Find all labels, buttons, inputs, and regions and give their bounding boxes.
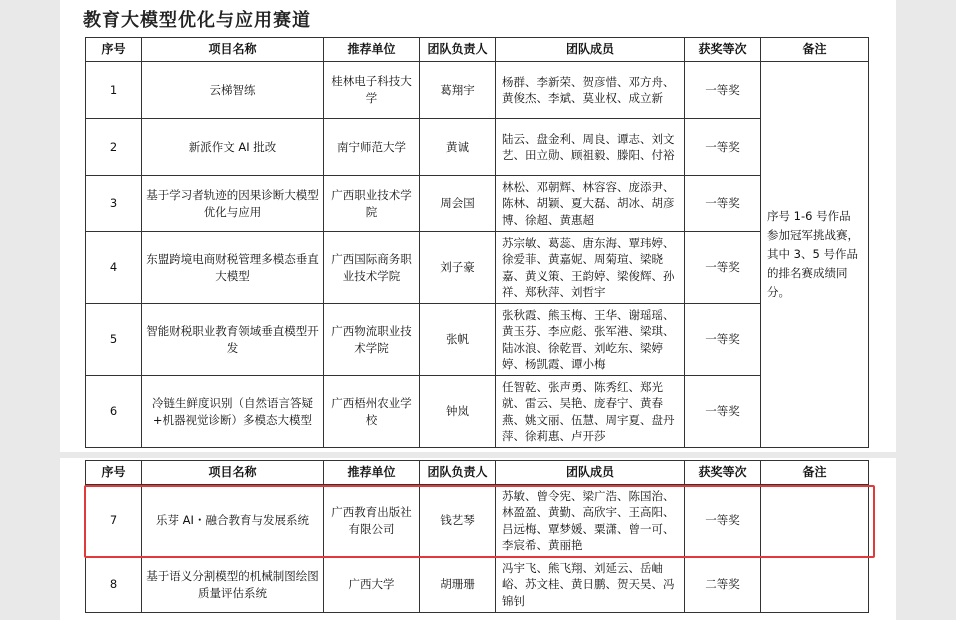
cell-award: 二等奖	[685, 557, 761, 613]
table-row	[86, 62, 869, 119]
cell-award: 一等奖	[685, 176, 761, 232]
cell-award: 一等奖	[685, 485, 761, 557]
cell-award: 一等奖	[685, 62, 761, 119]
cell-unit: 广西教育出版社有限公司	[324, 485, 420, 557]
table-row	[86, 557, 869, 613]
cell-no: 5	[86, 304, 142, 376]
header-project: 项目名称	[142, 461, 324, 485]
cell-project: 乐芽 AI・融合教育与发展系统	[142, 485, 324, 557]
cell-award: 一等奖	[685, 119, 761, 176]
header-members: 团队成员	[496, 461, 685, 485]
cell-members: 张秋霞、熊玉梅、王华、谢瑶瑶、黄玉芬、李应彪、张军港、梁琪、陆冰浪、徐乾晋、刘屹东、梁婷婷、杨凯霞、谭小梅	[496, 304, 685, 376]
table-row	[86, 304, 869, 376]
cell-members: 苏敏、曾令宪、梁广浩、陈国治、林盈盈、黄勤、高欣宇、王高阳、吕远梅、覃梦媛、粟潇、曾一可、李宸希、黄丽艳	[496, 485, 685, 557]
cell-no: 8	[86, 557, 142, 613]
table-header-row	[86, 461, 869, 485]
header-no: 序号	[86, 38, 142, 62]
cell-note: 序号 1-6 号作品参加冠军挑战赛，其中 3、5 号作品的排名赛成绩同分。	[761, 62, 869, 448]
table-row	[86, 232, 869, 304]
cell-note	[761, 485, 869, 557]
cell-no: 6	[86, 376, 142, 448]
cell-unit: 桂林电子科技大学	[324, 62, 420, 119]
header-members: 团队成员	[496, 38, 685, 62]
cell-project: 云梯智练	[142, 62, 324, 119]
cell-no: 4	[86, 232, 142, 304]
header-note: 备注	[761, 461, 869, 485]
cell-project: 东盟跨境电商财税管理多模态垂直大模型	[142, 232, 324, 304]
cell-project: 基于语义分割模型的机械制图绘图质量评估系统	[142, 557, 324, 613]
cell-unit: 广西大学	[324, 557, 420, 613]
cell-members: 冯宇飞、熊飞翔、刘延云、岳岫峪、苏文桂、黄日鹏、贺天昊、冯锦钊	[496, 557, 685, 613]
cell-members: 苏宗敏、葛蕊、唐东海、覃玮婷、徐爱菲、黄嘉妮、周菊瑄、梁晓嘉、黄义策、王韵婷、梁俊辉、孙祥、郑秋萍、刘哲宇	[496, 232, 685, 304]
table-row	[86, 376, 869, 448]
header-note: 备注	[761, 38, 869, 62]
awards-table-page-2	[85, 460, 869, 613]
awards-table-page-1	[85, 37, 869, 448]
cell-members: 任智乾、张声勇、陈秀红、郑光就、雷云、吴艳、庞春宁、黄春燕、姚文丽、伍慧、周宇夏、盘丹萍、徐莉惠、卢开莎	[496, 376, 685, 448]
cell-no: 7	[86, 485, 142, 557]
header-no: 序号	[86, 461, 142, 485]
cell-award: 一等奖	[685, 232, 761, 304]
section-title: 教育大模型优化与应用赛道	[83, 10, 311, 31]
cell-no: 1	[86, 62, 142, 119]
table-row-highlighted	[86, 485, 869, 557]
header-project: 项目名称	[142, 38, 324, 62]
table-row	[86, 119, 869, 176]
cell-members: 林松、邓朝辉、林容容、庞添尹、陈林、胡颖、夏大磊、胡冰、胡彦博、徐超、黄惠超	[496, 176, 685, 232]
cell-members: 陆云、盘金利、周良、谭志、刘文艺、田立勋、顾祖毅、滕阳、付裕	[496, 119, 685, 176]
table-header-row	[86, 38, 869, 62]
cell-members: 杨群、李新荣、贺彦惜、邓方舟、黄俊杰、李斌、莫业权、成立新	[496, 62, 685, 119]
header-award: 获奖等次	[685, 38, 761, 62]
cell-leader: 胡珊珊	[420, 557, 496, 613]
cell-leader: 钱艺琴	[420, 485, 496, 557]
cell-award: 一等奖	[685, 304, 761, 376]
cell-leader: 周会国	[420, 176, 496, 232]
header-leader: 团队负责人	[420, 38, 496, 62]
header-unit: 推荐单位	[324, 38, 420, 62]
cell-note	[761, 557, 869, 613]
cell-leader: 黄诚	[420, 119, 496, 176]
cell-leader: 刘子豪	[420, 232, 496, 304]
cell-unit: 南宁师范大学	[324, 119, 420, 176]
cell-no: 3	[86, 176, 142, 232]
cell-leader: 葛翔宇	[420, 62, 496, 119]
table-row	[86, 176, 869, 232]
cell-leader: 张帆	[420, 304, 496, 376]
cell-unit: 广西职业技术学院	[324, 176, 420, 232]
cell-no: 2	[86, 119, 142, 176]
cell-unit: 广西国际商务职业技术学院	[324, 232, 420, 304]
header-award: 获奖等次	[685, 461, 761, 485]
cell-project: 新派作文 AI 批改	[142, 119, 324, 176]
cell-unit: 广西梧州农业学校	[324, 376, 420, 448]
cell-project: 基于学习者轨迹的因果诊断大模型优化与应用	[142, 176, 324, 232]
header-unit: 推荐单位	[324, 461, 420, 485]
header-leader: 团队负责人	[420, 461, 496, 485]
cell-project: 智能财税职业教育领域垂直模型开发	[142, 304, 324, 376]
cell-project: 冷链生鲜度识别（自然语言答疑+机器视觉诊断）多模态大模型	[142, 376, 324, 448]
cell-unit: 广西物流职业技术学院	[324, 304, 420, 376]
cell-award: 一等奖	[685, 376, 761, 448]
cell-leader: 钟岚	[420, 376, 496, 448]
